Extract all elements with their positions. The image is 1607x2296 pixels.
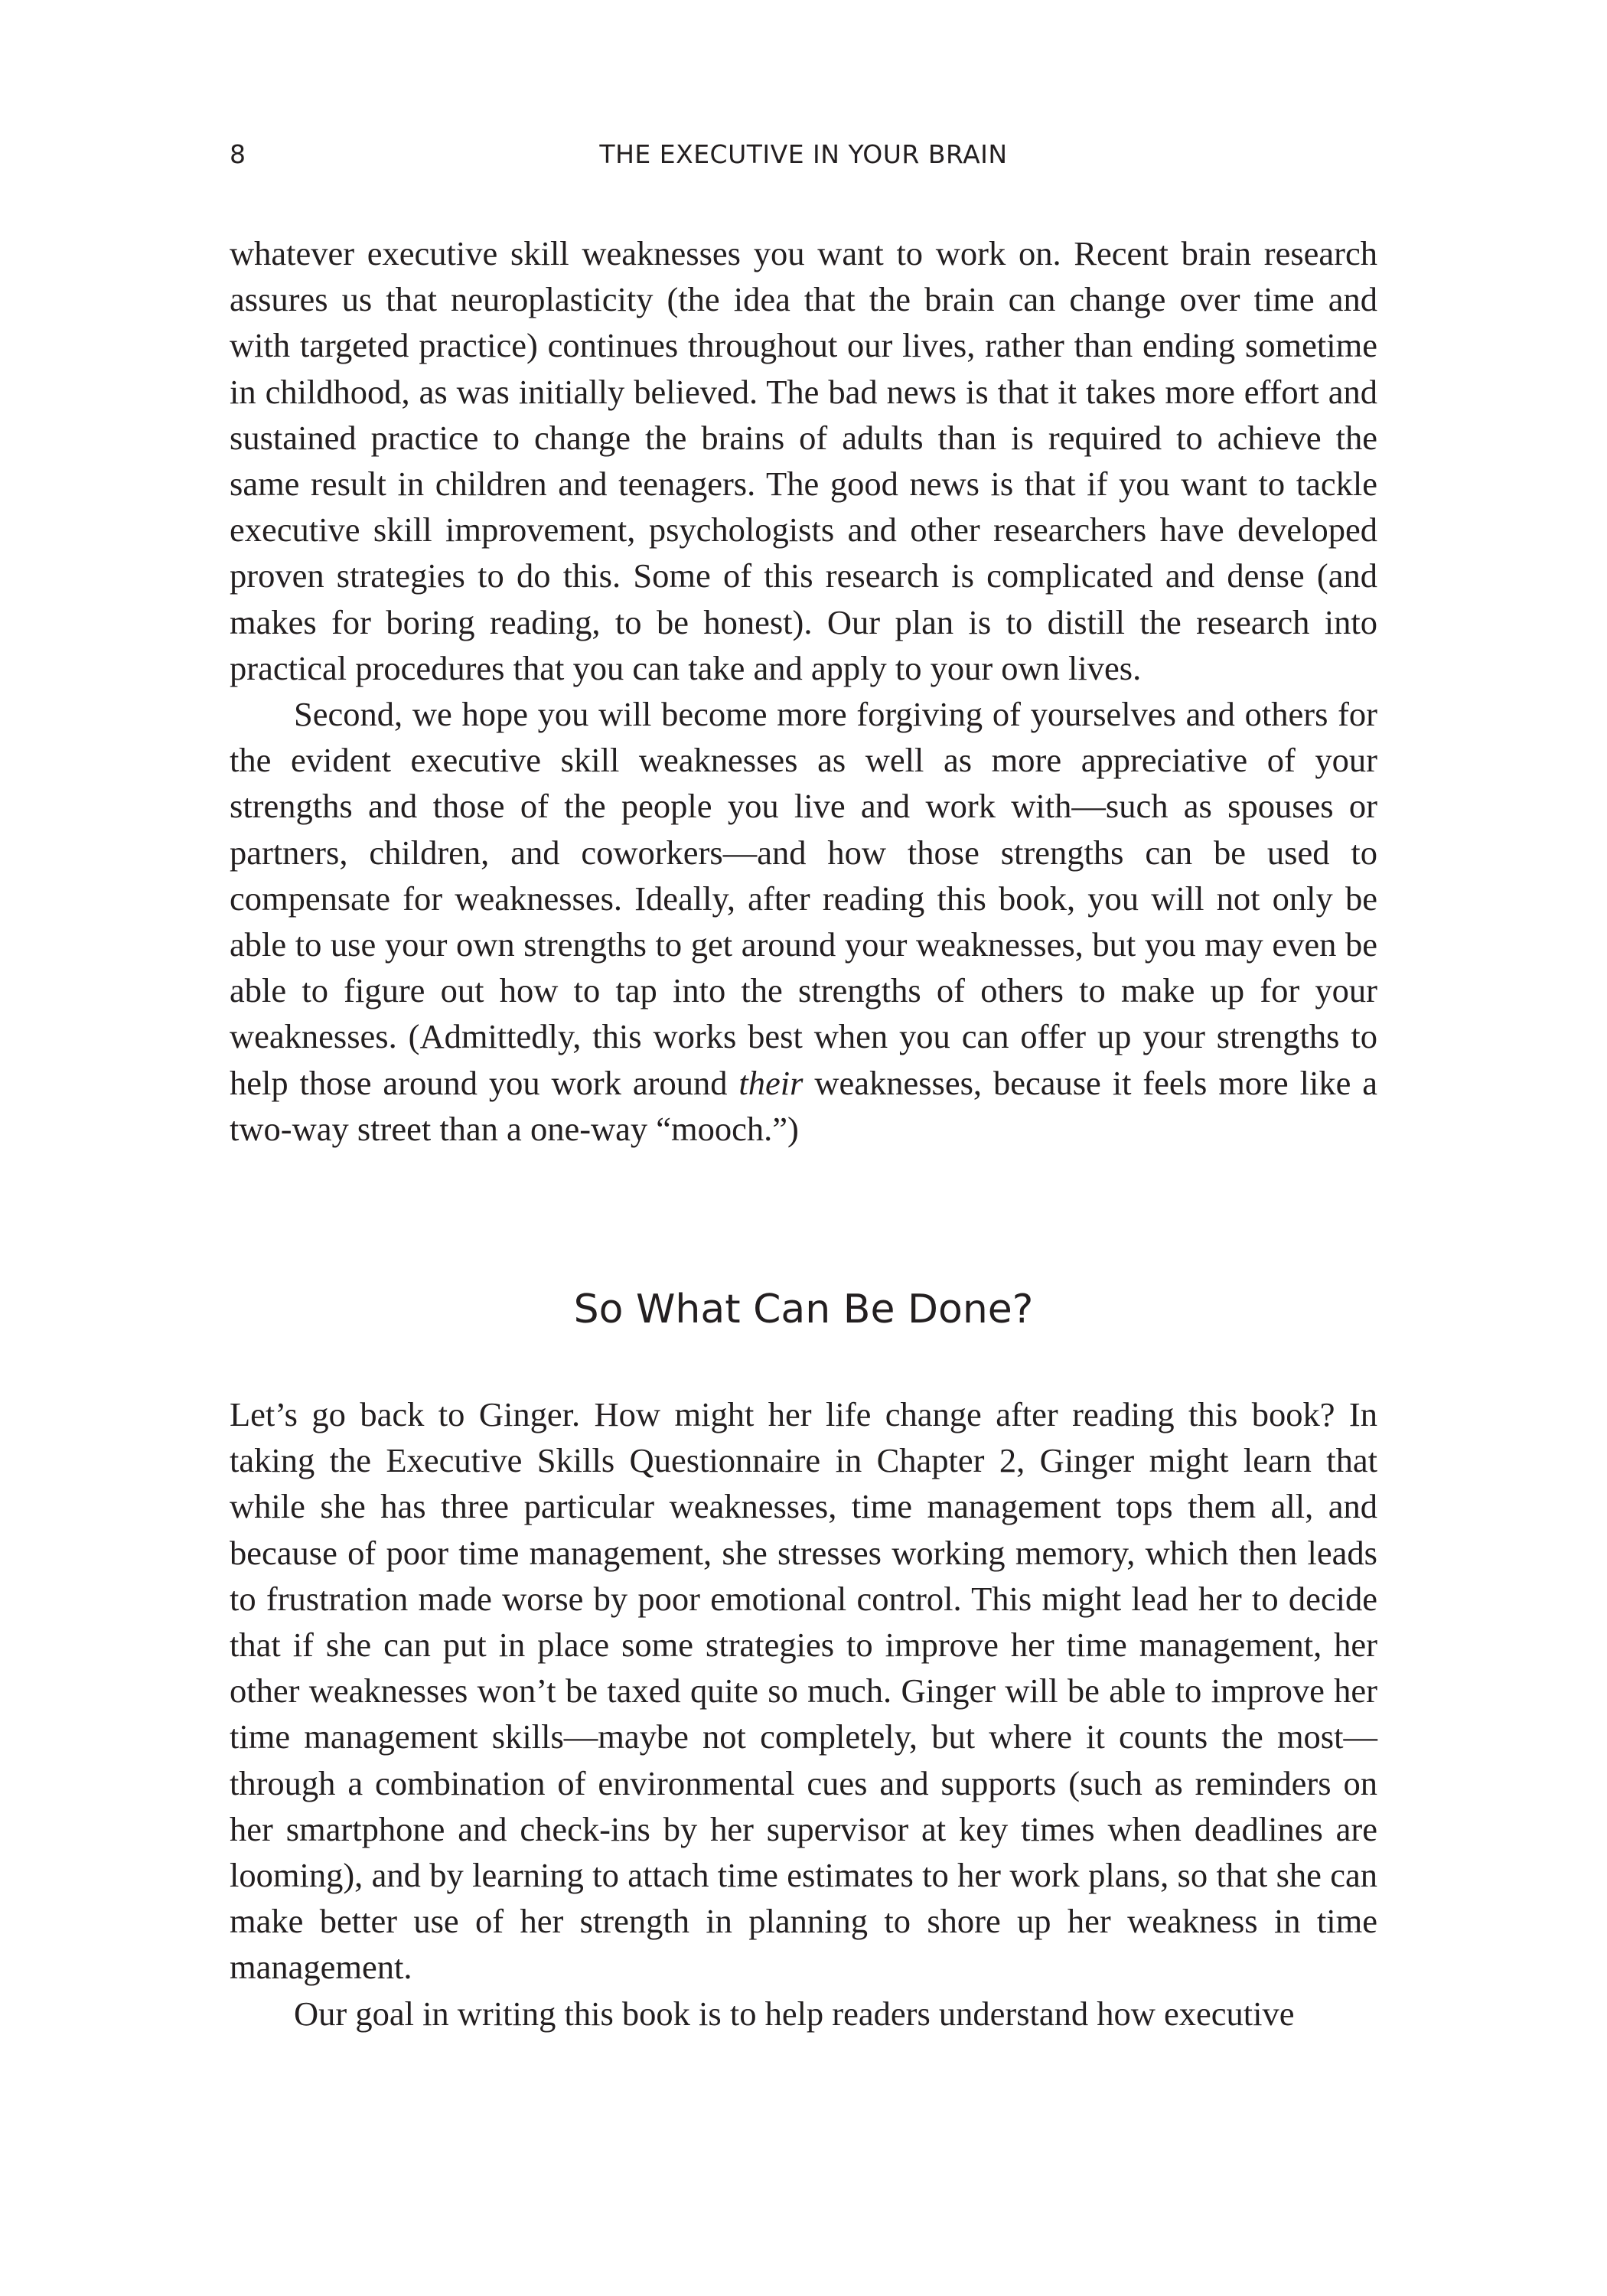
italic-emphasis: their xyxy=(738,1063,804,1102)
paragraph-text: Second, we hope you will become more forgiving of yourselves and others for the evident executive skill weaknesses as well as more appreciative of your strengths and those of the people you live and work with—such as spouses or partners, children, and coworkers—and how those strengths can be used to compensate for weaknesses. Ideally, after reading this book, you will not only be able to use your own strengths to get around your weaknesses, but you may even be able to figure out how to tap into the strengths of others to make up for your weaknesses. (Admittedly, this works best when you can offer up your strengths to help those around you work around xyxy=(230,695,1377,1102)
running-header xyxy=(230,136,1377,173)
running-title: THE EXECUTIVE IN YOUR BRAIN xyxy=(599,139,1008,169)
paragraph-continued: whatever executive skill weaknesses you want to work on. Recent brain research assures us that neuroplasticity (the idea that the brain can change over time and with targeted practice) continues throughout our lives, rather than ending sometime in childhood, as was initially believed. The bad news is that it takes more effort and sustained practice to change the brains of adults than is required to achieve the same result in children and teenagers. The good news is that if you want to tackle executive skill improvement, psychologists and other researchers have developed proven strategies to do this. Some of this research is complicated and dense (and makes for boring reading, to be honest). Our plan is to distill the research into practical procedures that you can take and apply to your own lives. xyxy=(230,234,1377,687)
page-number: 8 xyxy=(230,139,246,169)
paragraph-second-goal xyxy=(230,691,1377,1152)
paragraph-goal: Our goal in writing this book is to help readers understand how executive xyxy=(294,1994,1295,2033)
body-text-upper xyxy=(230,230,1377,1152)
section-heading: So What Can Be Done? xyxy=(573,1287,1034,1332)
paragraph-text: weaknesses, because it feels more like a two-way street than a one-way “mooch.”) xyxy=(230,1063,1377,1148)
body-text-lower xyxy=(230,1391,1377,2037)
paragraph-ginger: Let’s go back to Ginger. How might her life change after reading this book? In taking the Executive Skills Questionnaire in Chapter 2, Ginger might learn that while she has three particular weaknesses, time management tops them all, and because of poor time management, she stresses working memory, which then leads to frustration made worse by poor emotional control. This might lead her to decide that if she can put in place some strategies to improve her time management, her other weaknesses won’t be taxed quite so much. Ginger will be able to improve her time management skills—maybe not completely, but where it counts the most—through a combination of environmental cues and supports (such as reminders on her smartphone and check-ins by her supervisor at key times when deadlines are looming), and by learning to attach time estimates to her work plans, so that she can make better use of her strength in planning to shore up her weakness in time management. xyxy=(230,1395,1377,1987)
